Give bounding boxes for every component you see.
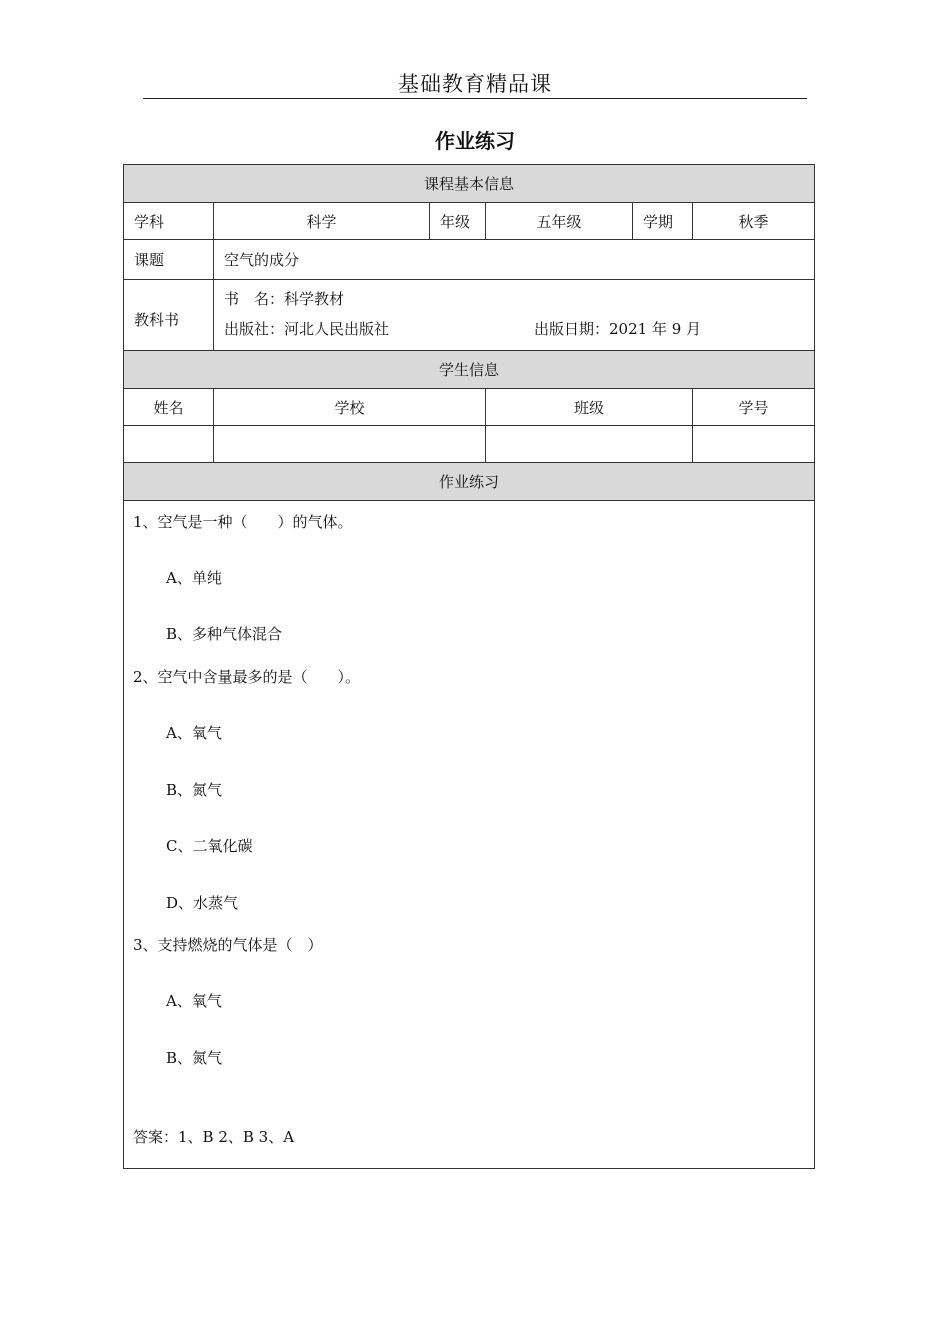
grade-label: 年级	[430, 203, 486, 240]
student-class-header: 班级	[486, 389, 693, 426]
student-school-header: 学校	[214, 389, 486, 426]
student-id-field[interactable]	[693, 426, 815, 463]
page-title: 作业练习	[435, 129, 515, 153]
student-id-header: 学号	[693, 389, 815, 426]
question-2-option-d: D、水蒸气	[166, 894, 239, 912]
header-divider	[143, 98, 807, 99]
publish-date: 出版日期：2021 年 9 月	[534, 320, 702, 338]
publisher: 出版社：河北人民出版社	[224, 320, 390, 338]
term-label: 学期	[633, 203, 693, 240]
header-title: 基础教育精品课	[398, 72, 552, 96]
topic-value: 空气的成分	[214, 240, 815, 280]
answer-key: 答案：1、B 2、B 3、A	[133, 1128, 295, 1146]
question-2: 2、空气中含量最多的是（ ）。	[133, 668, 361, 686]
textbook-label: 教科书	[124, 280, 214, 351]
subject-label: 学科	[124, 203, 214, 240]
student-class-field[interactable]	[486, 426, 693, 463]
homework-form-table	[123, 164, 815, 1169]
subject-value: 科学	[214, 203, 430, 240]
question-1-option-a: A、单纯	[166, 569, 222, 587]
student-name-header: 姓名	[124, 389, 214, 426]
homework-body	[124, 501, 815, 1169]
section-student-info: 学生信息	[124, 351, 815, 389]
question-3-option-a: A、氧气	[166, 992, 222, 1010]
question-2-option-a: A、氧气	[166, 724, 222, 742]
section-course-info: 课程基本信息	[124, 165, 815, 203]
student-name-field[interactable]	[124, 426, 214, 463]
question-3-option-b: B、氮气	[166, 1049, 223, 1067]
grade-value: 五年级	[486, 203, 633, 240]
student-school-field[interactable]	[214, 426, 486, 463]
question-2-option-c: C、二氧化碳	[166, 837, 253, 855]
section-homework: 作业练习	[124, 463, 815, 501]
question-2-option-b: B、氮气	[166, 781, 223, 799]
question-1-option-b: B、多种气体混合	[166, 625, 283, 643]
question-1: 1、空气是一种（ ）的气体。	[133, 513, 353, 531]
book-name: 书 名：科学教材	[224, 290, 345, 308]
term-value: 秋季	[693, 203, 815, 240]
publisher-row	[224, 318, 804, 346]
question-3: 3、支持燃烧的气体是（ ）	[133, 936, 323, 954]
topic-label: 课题	[124, 240, 214, 280]
